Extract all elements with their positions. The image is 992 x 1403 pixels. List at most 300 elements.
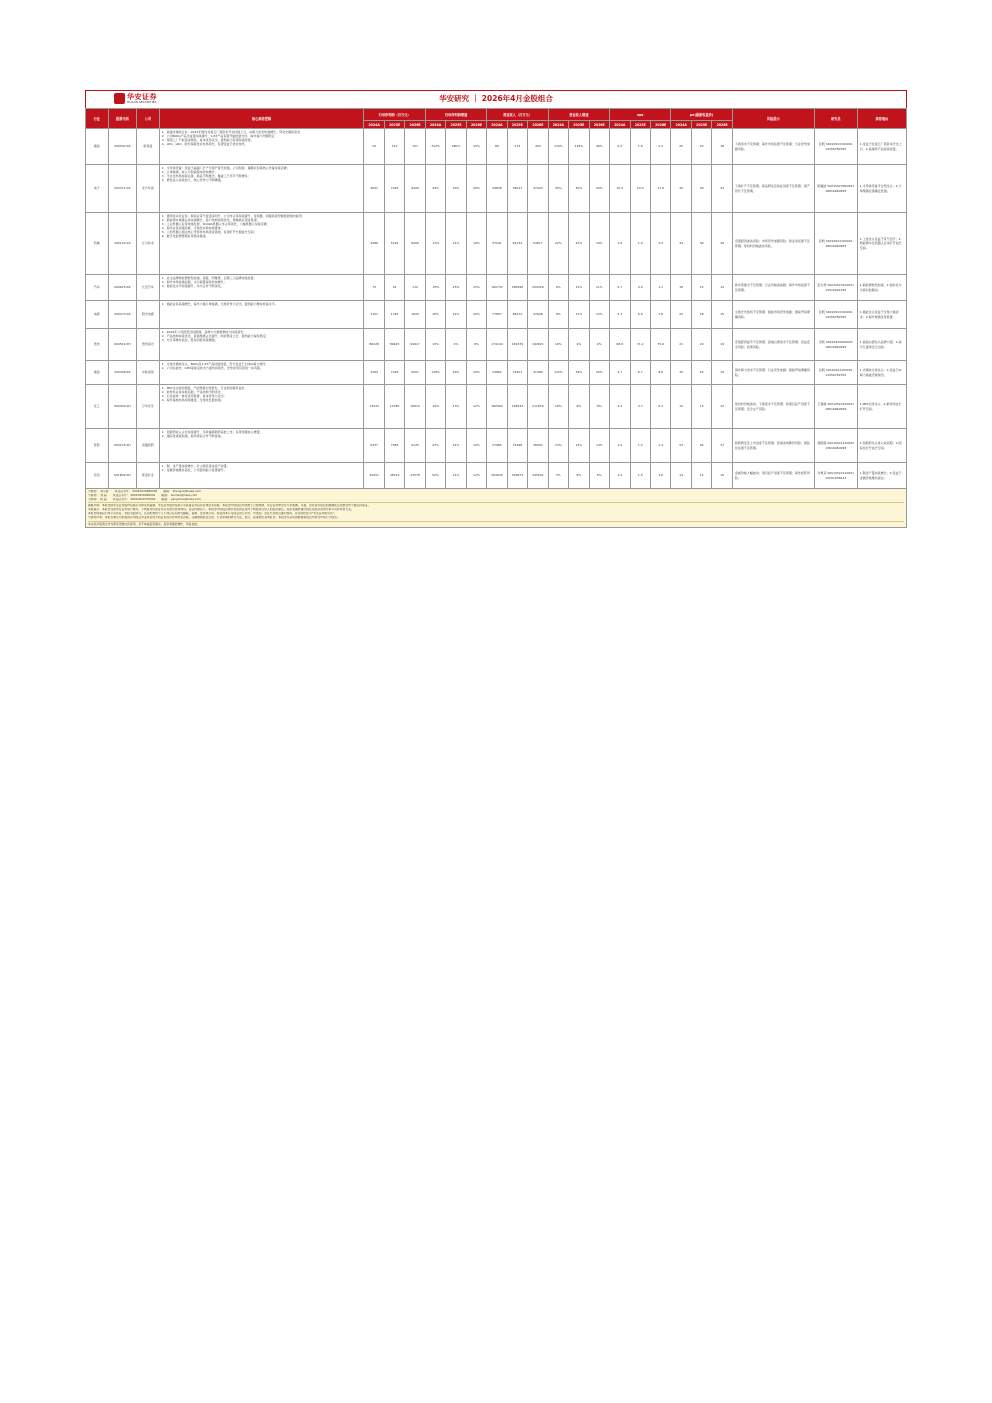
logic-point: 1、2026年公司经营目标稳健，品牌力与渠道掌控力持续领先； [161,330,247,334]
analyst-cell: 张志邦 S0010523100001 13510491256 [814,275,857,301]
industry-cell: 电新 [86,301,109,329]
rev-value-cell: 274 [507,129,527,165]
npg-value-cell: 21% [446,463,466,489]
eps-value-cell: 68.6 [610,329,630,361]
logic-point: 2、国际化进程加速，海外授权合作不断落地。 [161,434,224,439]
recommend-reason-cell: 1.工控龙头受益于景气回升；2.新能源车及机器人业务打开成长空间。 [857,213,906,275]
title-bar [85,90,907,108]
revg-value-cell: 35% [548,165,568,213]
eps-value-cell: 6.7 [630,361,650,385]
eps-value-cell: 2.3 [650,213,670,275]
rev-value-cell: 400 [528,129,548,165]
revg-value-cell: 13% [569,429,589,463]
np-value-cell: 1101 [364,301,384,329]
risk-cell: 海外算力需求不及预期；行业竞争加剧；国际贸易摩擦风险。 [732,361,814,385]
logic-point: 3、智能化水平持续提升，华为合作不断深化。 [161,284,224,289]
industry-cell: 化工 [86,385,109,429]
rev-value-cell: 196543 [507,385,527,429]
disclaimer-line: 重要声明：本报告由华安证券股份有限公司研究所编制。华安证券股份有限公司具备证券投资咨询业务资格。本报告中的信息均来源于合规渠道，华安证券研究所力求准确、可靠，但对这些信息的准确性及完整性均不做任何保证。 [88,504,371,508]
logic-point: 1、自主品牌新能源转型加速，深蓝、阿维塔、启源三大品牌持续放量； [161,276,257,280]
portfolio-table [85,108,907,489]
logic-point: 3、工业机器人业务快速发展，SCARA机器人市占率领先，六轴机器人持续突破； [161,222,270,227]
recommend-reason-cell: 1.高端白酒龙头品牌力强；2.高分红提供安全边际。 [857,329,906,361]
pe-value-cell: 44 [691,429,711,463]
logo-subtext: HUAAN SECURITIES [127,100,157,104]
pe-value-cell: 18 [712,129,732,165]
logic-point: 4、海外基地布局持续推进，全球化发展加速。 [161,398,224,403]
page-title: 华安研究 ｜ 2026年4月金股组合 [439,94,553,103]
np-value-cell: 157 [405,129,425,165]
logic-cell [159,329,364,361]
analyst-cell: 王强峰 S0010522100001 18616960958 [814,385,857,429]
revg-value-cell: 8% [548,301,568,329]
pe-value-cell: 12 [712,385,732,429]
table-row [86,129,907,165]
company-cell: 紫金矿业 [137,463,160,489]
revg-value-cell: 8% [569,385,589,429]
year-header: 2024A [425,121,445,129]
rev-value-cell: 303640 [487,463,507,489]
stock-code-cell: 300502.SZ [108,129,137,165]
rev-value-cell: 160733 [487,275,507,301]
analyst-label: 分析师： [88,493,100,497]
table-row [86,329,907,361]
npg-value-cell: 12% [466,385,486,429]
year-header: 2025E [446,121,466,129]
npg-value-cell: 52% [425,463,445,489]
col-net-profit-growth: 归母净利润增速 [425,109,486,121]
year-header: 2024A [487,121,507,129]
analyst-cell: 张帆 S0010522100001 13456789765 [814,301,857,329]
analyst-cert: S0010520080005 [132,490,158,493]
logic-point: 5、人形机器人相关核心零部件布局逐步落地，有望打开长期成长空间； [161,230,257,235]
pe-value-cell: 22 [671,301,691,329]
logic-point: 3、分红率维持高位，股东回报持续增强。 [161,338,218,343]
pe-value-cell: 15 [712,301,732,329]
col-revenue-growth: 营业收入增速 [548,109,609,121]
industry-cell: 电子 [86,165,109,213]
col-eps: eps [610,109,671,121]
npg-value-cell: -10% [425,213,445,275]
year-header: 2025E [507,121,527,129]
eps-value-cell: 4.7 [610,361,630,385]
pe-value-cell: 25 [671,129,691,165]
analyst-email-label: 邮箱： [161,497,170,501]
logic-point: 3、石化板块一体化优势显著，成本竞争力突出； [161,394,227,399]
npg-value-cell: 280% [446,129,466,165]
risk-cell: 原材料价格波动；下游需求不及预期；新项目投产进度不及预期；安全生产风险。 [732,385,814,429]
rev-value-cell: 31698 [507,429,527,463]
risk-cell: 宏观经济复苏不及预期；高端白酒需求不及预期；食品安全风险；政策风险。 [732,329,814,361]
logic-point: 2、订单饱满，收入与利润保持较快增长； [161,170,218,175]
revg-value-cell: 23% [548,429,568,463]
revg-value-cell: 6% [548,275,568,301]
industry-cell: 医药 [86,429,109,463]
rev-value-cell: 180580 [507,275,527,301]
rev-value-cell: 45133 [507,213,527,275]
np-value-cell: 14780 [384,385,404,429]
logic-cell [159,429,364,463]
revg-value-cell: 8% [569,463,589,489]
stock-code-cell: 600519.SH [108,329,137,361]
stock-code-cell: 300274.SZ [108,301,137,329]
eps-value-cell: 1.5 [630,463,650,489]
year-header: 2026E [466,121,486,129]
analyst-name: 刘 超 [100,493,107,497]
recommend-reason-cell: 1.创新药龙头进入收获期；2.国际化打开成长空间。 [857,429,906,463]
np-value-cell: 94917 [405,329,425,361]
npg-value-cell: 29% [466,361,486,385]
analyst-label: 分析师： [88,490,100,493]
disclaimer-block [88,502,904,519]
np-value-cell: 6337 [364,429,384,463]
pe-value-cell: 19 [712,329,732,361]
rev-value-cell: 86272 [507,301,527,329]
year-header: 2025E [630,121,650,129]
npg-value-cell: 26% [466,165,486,213]
logic-point: 2、金属价格维持高位，公司盈利能力显著提升。 [161,468,227,473]
npg-value-cell: 43% [466,129,486,165]
npg-value-cell: 312% [425,129,445,165]
np-value-cell: 6206 [405,213,425,275]
eps-value-cell: 5.3 [610,301,630,329]
eps-value-cell: 14.0 [630,165,650,213]
npg-value-cell: 19% [466,213,486,275]
eps-value-cell: 1.1 [650,275,670,301]
col-revenue: 营业收入（百万元） [487,109,548,121]
pe-value-cell: 25 [691,361,711,385]
rev-value-cell: 29838 [487,165,507,213]
table-row [86,361,907,385]
table-body [86,129,907,489]
logic-point: 3、泰国工厂产能逐步释放，成本优势突出，盈利能力有望持续改善； [161,138,254,143]
logic-point: 6、数字化能源管理业务稳步推进。 [161,234,209,239]
pe-value-cell: 35 [671,361,691,385]
company-cell: 恒瑞医药 [137,429,160,463]
col-analyst: 研究员 [814,109,857,129]
analyst-email[interactable]: yangchao@hazq.com [170,497,201,501]
npg-value-cell: 47% [425,429,445,463]
industry-cell: 汽车 [86,275,109,301]
eps-value-cell: 17.6 [650,165,670,213]
analyst-list [88,490,904,501]
report-sheet [85,90,907,528]
year-header: 2024A [610,121,630,129]
np-value-cell: 29 [364,129,384,165]
analyst-name: 郑小霞 [100,490,109,493]
pe-value-cell: 36 [691,213,711,275]
revg-value-cell: 39% [569,361,589,385]
recommend-reason-cell: 1.受益于北美云厂商资本开支上行；2.高速率产品持续放量。 [857,129,906,165]
rev-value-cell: 23862 [487,361,507,385]
revg-value-cell: 22% [548,213,568,275]
col-industry: 行业 [86,109,109,129]
rev-value-cell: 200328 [528,275,548,301]
logic-point: 1、高速光模块行业：2025年国内北美云厂商资本开支持续上行，AI算力需求快速增长，带动光模块需求； [161,130,304,134]
np-value-cell: 1620 [405,301,425,329]
np-value-cell: 89425 [384,329,404,361]
revg-value-cell: 25% [589,361,609,385]
pe-value-cell: 53 [671,429,691,463]
risk-cell: 下游扩产不及预期；新品研发及验证进度不及预期；国产替代不及预期。 [732,165,814,213]
rev-value-cell: 27985 [487,429,507,463]
np-value-cell: 7683 [384,429,404,463]
analyst-cert: S0010522070002 [130,497,156,501]
analyst-email-label: 邮箱： [163,490,172,493]
header-row-groups [86,109,907,121]
pe-value-cell: 24 [712,165,732,213]
np-value-cell: 5621 [364,165,384,213]
stock-code-cell: 601899.SH [108,463,137,489]
stock-code-cell: 000625.SZ [108,275,137,301]
pe-value-cell: 30 [712,213,732,275]
np-value-cell: 9125 [405,429,425,463]
pe-value-cell: 18 [691,301,711,329]
npg-value-cell: 21% [446,429,466,463]
revg-value-cell: 179% [548,129,568,165]
rev-value-cell: 77857 [487,301,507,329]
table-row [86,385,907,429]
eps-value-cell: 0.7 [610,275,630,301]
logic-cell [159,275,364,301]
logic-cell [159,213,364,275]
rev-value-cell: 47420 [528,165,548,213]
np-value-cell: 110 [384,129,404,165]
rev-value-cell: 86 [487,129,507,165]
industry-cell: 食饮 [86,329,109,361]
rev-value-cell: 182069 [487,385,507,429]
company-cell: 长安汽车 [137,275,160,301]
table-row [86,275,907,301]
pe-value-cell: 10 [712,463,732,489]
company-cell: 汇川技术 [137,213,160,275]
analyst-cert-label: 执业证书号： [112,497,130,501]
revg-value-cell: 16% [548,329,568,361]
analyst-cell: 谭国超 S0010521120002 13616960958 [814,429,857,463]
np-value-cell: 86228 [364,329,384,361]
pe-value-cell: 20 [691,329,711,361]
year-header: 2025E [384,121,404,129]
revg-value-cell: 11% [569,301,589,329]
logic-point: 1、全球光模块龙头，800G及1.6T产品持续放量，充分受益于全球AI算力建设； [161,362,269,366]
eps-value-cell: 2.2 [650,129,670,165]
rev-value-cell: 41480 [528,361,548,385]
revg-value-cell: 22% [589,165,609,213]
npg-value-cell: 19% [466,429,486,463]
eps-value-cell: 1.6 [610,213,630,275]
industry-cell: 通信 [86,361,109,385]
stock-code-cell: 300308.SZ [108,361,137,385]
npg-value-cell: 43% [446,361,466,385]
risk-cell: 金属价格大幅波动；项目投产进度不及预期；海外经营风险。 [732,463,814,489]
revg-value-cell: 11% [589,275,609,301]
rev-value-cell: 345601 [528,463,548,489]
rev-value-cell: 36002 [528,429,548,463]
analyst-email[interactable]: liuchao@hazq.com [170,493,198,497]
npg-value-cell: 21% [446,213,466,275]
npg-value-cell: -22% [425,385,445,429]
stock-code-cell: 600309.SH [108,385,137,429]
company-cell: 万华化学 [137,385,160,429]
npg-value-cell: 33% [446,165,466,213]
revg-value-cell: 22% [569,213,589,275]
np-value-cell: 9567 [405,361,425,385]
year-header: 2025E [691,121,711,129]
np-value-cell: 9420 [405,165,425,213]
logic-point: 2、公司在硅光、CPO等前沿技术方面布局领先，竞争优势有望进一步巩固。 [161,366,263,371]
company-cell: 新易盛 [137,129,160,165]
pe-value-cell: 14 [671,463,691,489]
np-value-cell: 5184 [364,361,384,385]
logic-point: 3、平台化布局持续完善，新品不断推出，覆盖工艺环节不断增多； [161,174,251,179]
analyst-email[interactable]: zhengxx@hazq.com [172,490,201,493]
revg-value-cell: 6% [589,329,609,361]
year-header: 2025E [569,121,589,129]
logic-point: 2、海外市场快速拓展，出口销量保持较快增长； [161,280,227,285]
pe-value-cell: 43 [671,213,691,275]
logic-point: 2、产品结构持续优化，直销渠道占比提升，吨价稳步上行，盈利能力保持稳定； [161,334,269,339]
np-value-cell: 112 [405,275,425,301]
np-value-cell: 38744 [384,463,404,489]
eps-value-cell: 10.5 [610,165,630,213]
industry-cell: 有色 [86,463,109,489]
rev-value-cell: 38917 [507,165,527,213]
npg-value-cell: 23% [466,275,486,301]
rev-value-cell: 211876 [528,385,548,429]
eps-value-cell: 1.2 [610,463,630,489]
pe-value-cell: 15 [691,275,711,301]
logic-point: 2、新材料业务持续拓展，产品结构不断优化； [161,390,224,395]
analyst-cell: 张帆 S0010522100001 13456789765 [814,129,857,165]
revg-value-cell: 8% [589,385,609,429]
recommend-reason-cell: 1.MDI全球龙头；2.新材料成长打开空间。 [857,385,906,429]
company-cell: 中际旭创 [137,361,160,385]
logic-point: 1、铜、金产量持续增长，矿山项目逐步投产放量； [161,464,230,468]
eps-value-cell: 6.5 [630,301,650,329]
np-value-cell: 73 [364,275,384,301]
risk-cell: 新车型推出不及预期；行业价格战加剧；海外市场拓展不及预期。 [732,275,814,301]
logic-point: 4、研发投入持续加大，核心竞争力不断增强。 [161,178,224,183]
analyst-cell: 许勇其 S0010522110001 15201938243 [814,463,857,489]
footer-panel [85,489,907,528]
npg-value-cell: 4% [446,329,466,361]
year-header: 2024A [548,121,568,129]
eps-value-cell: 1.0 [610,429,630,463]
npg-value-cell: 44% [425,165,445,213]
recommend-reason-cell: 1.铜金产量持续增长；2.受益于金属价格维持高位。 [857,463,906,489]
disclaimer-line: 风险提示：本报告仅供华安证券客户参考，不构成对所述证券买卖的出价或询价。在任何情况下，本报告中的信息或所表述的意见均不构成对任何人的投资建议，投资者据此做出的任何投资决策与本公司和作者无关。 [88,508,354,512]
rev-value-cell: 174144 [487,329,507,361]
col-logic: 核心推荐逻辑 [159,109,364,129]
logic-cell [159,463,364,489]
eps-value-cell: 1.9 [630,213,650,275]
revg-value-cell: 14% [589,429,609,463]
footer-note: 本文所涉股票仅作为研究范畴内容使用，并不构成投资建议。投资者据此操作，风险自担。 [88,521,904,527]
npg-value-cell: 13% [446,385,466,429]
np-value-cell: 7493 [384,165,404,213]
recommend-reason-cell: 1.储能龙头受益于全球大储需求；2.海外渠道优势显著。 [857,301,906,329]
analyst-cert: S0010520090001 [130,493,156,497]
logic-cell [159,361,364,385]
npg-value-cell: 22% [446,301,466,329]
analyst-name: 杨 超 [100,497,107,501]
np-value-cell: 13033 [364,385,384,429]
recommend-reason-cell: 1.光模块全球龙头；2.受益于AI算力基础设施建设。 [857,361,906,385]
pe-value-cell: 12 [691,463,711,489]
eps-value-cell: 8.6 [650,361,670,385]
logic-point: 2、新能源车电驱业务快速增长，客户结构持续优化，规模效应逐步显现； [161,218,260,223]
analyst-cell: 张帆 S0010522100001 13456789765 [814,361,857,385]
table-row [86,213,907,275]
logic-point: 1、通用自动化业务：制造业景气度逐步回升，公司市占率持续提升，变频器、伺服系统份额稳居国内前列； [161,214,305,218]
np-value-cell: 1345 [384,301,404,329]
rev-value-cell: 326873 [507,463,527,489]
analyst-line [88,498,904,502]
table-row [86,301,907,329]
revg-value-cell: 30% [569,165,589,213]
revg-value-cell: 122% [548,361,568,385]
company-cell: 阳光电源 [137,301,160,329]
eps-value-cell: 75.6 [650,329,670,361]
pe-value-cell: 19 [712,361,732,385]
stock-code-cell: 300124.SZ [108,213,137,275]
logic-cell [159,385,364,429]
logic-cell [159,301,364,329]
col-company: 公司 [137,109,160,129]
recommend-reason-cell: 1.半导体设备平台型龙头；2.订单饱满业绩确定性强。 [857,165,906,213]
eps-value-cell: 1.4 [650,429,670,463]
revg-value-cell: 16% [548,385,568,429]
analyst-cell: 邓欣 S0010520060003 18616960958 [814,329,857,361]
logic-point: 1、半导体设备：受益于晶圆厂扩产与国产替代加速，公司刻蚀、薄膜沉积等核心设备持续突破； [161,166,290,170]
np-value-cell: 91 [384,275,404,301]
npg-value-cell: 25% [446,275,466,301]
analyst-label: 分析师： [88,497,100,501]
eps-value-cell: 1.6 [630,129,650,165]
risk-cell: 宏观经济波动风险；市场竞争加剧风险；新业务拓展不及预期；原材料价格波动风险。 [732,213,814,275]
pe-value-cell: 13 [691,385,711,429]
npg-value-cell: 138% [425,361,445,385]
npg-value-cell: 6% [466,329,486,361]
industry-cell: 通信 [86,129,109,165]
pe-value-cell: 15 [671,385,691,429]
table-row [86,429,907,463]
analyst-email-label: 邮箱： [161,493,170,497]
logic-point: 4、海外业务加速拓展，全球化布局持续推进； [161,226,224,231]
company-cell: 贵州茅台 [137,329,160,361]
revg-value-cell: 218% [569,129,589,165]
revg-value-cell: 12% [569,275,589,301]
eps-value-cell: 1.2 [630,429,650,463]
pe-value-cell: 37 [712,429,732,463]
rev-value-cell: 33201 [507,361,527,385]
eps-value-cell: 71.2 [630,329,650,361]
eps-value-cell: 1.6 [650,463,670,489]
pe-value-cell: 18 [671,275,691,301]
eps-value-cell: 4.2 [610,385,630,429]
disclaimer-line: 分析师声明：本报告署名分析师具有中国证券业协会授予的证券投资咨询执业资格，以勤勉的职业态度、专业审慎的研究方法，独立、客观地出具本报告。本报告所采用的数据和信息均来自市场公开信息。 [88,515,340,519]
logic-cell [159,129,364,165]
revg-value-cell: 46% [589,129,609,165]
revg-value-cell: 6% [589,463,609,489]
np-value-cell: 43578 [405,463,425,489]
np-value-cell: 4286 [364,213,384,275]
pe-value-cell: 20 [691,129,711,165]
logic-point: 1、储能业务高速增长，海外大储订单饱满，全球竞争力突出，盈利能力维持较高水平。 [161,302,278,306]
year-header: 2024A [671,121,691,129]
col-pe: pe(最新收盘价) [671,109,732,121]
risk-cell: 下游需求不及预期；海外市场拓展不及预期；行业竞争加剧风险。 [732,129,814,165]
